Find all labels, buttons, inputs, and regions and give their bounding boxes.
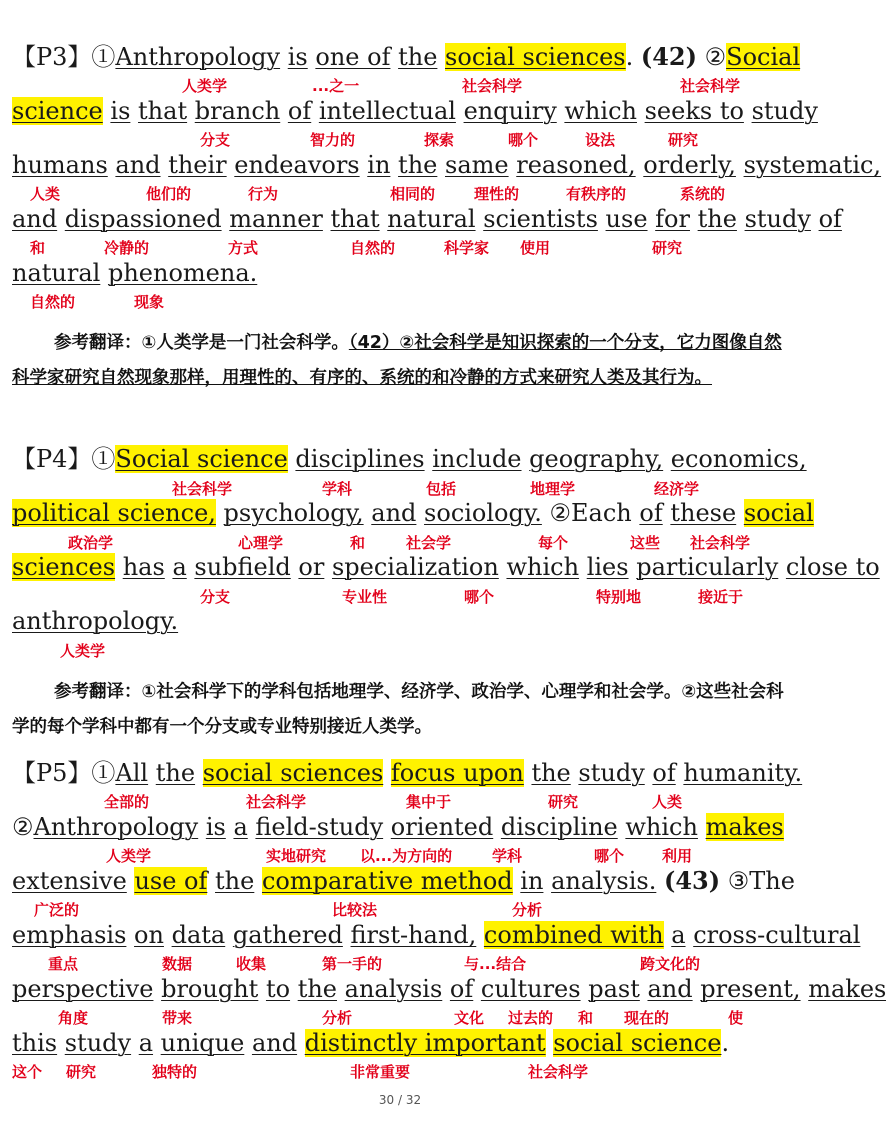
gloss: ...之一 [312,77,360,95]
text-run [390,151,398,179]
text-line [12,552,880,582]
text-run [442,975,450,1003]
gloss: 非常重要 [350,1063,411,1081]
word: and [12,205,58,233]
word: branch [194,97,281,125]
word: a [172,553,187,581]
word: perspective [12,975,154,1003]
text-run: ② [12,813,34,841]
word: sciences [12,553,116,581]
word: the [215,867,255,895]
text-run [337,975,345,1003]
gloss: 接近于 [698,588,744,606]
text-run: 【P5】① [12,759,116,787]
gloss: 广泛的 [34,901,80,919]
text-run [690,205,698,233]
word: Anthropology [33,813,199,841]
word: that [138,97,188,125]
word: distinctly important [304,1029,546,1057]
text-run [225,921,233,949]
reference-translation [12,675,788,745]
gloss: 他们的 [146,185,192,203]
gloss: 哪个 [464,588,495,606]
word: particularly [636,553,779,581]
gloss: 实地研究 [266,847,327,865]
gloss: 文化 [454,1009,485,1027]
gloss: 与...结合 [464,955,527,973]
word: the [697,205,737,233]
text-run: 【P4】① [12,445,116,473]
text-run [663,445,671,473]
text-run [343,921,351,949]
text-line [12,920,860,950]
gloss: 社会科学 [172,480,233,498]
word: that [330,205,380,233]
text-run [476,921,484,949]
word: psychology, [223,499,364,527]
word: use of [134,867,208,895]
word: their [168,151,227,179]
word: and [115,151,161,179]
word: and [371,499,417,527]
text-line [12,498,814,528]
word: social sciences [445,43,626,71]
word: which [564,97,637,125]
text-run [148,759,156,787]
gloss: 跨文化的 [640,955,701,973]
word: this [12,1029,58,1057]
text-run [198,813,206,841]
gloss: 社会科学 [528,1063,589,1081]
word: field-study [255,813,384,841]
gloss: 角度 [58,1009,89,1027]
word: makes [808,975,886,1003]
gloss: 智力的 [310,131,356,149]
text-line [12,204,842,234]
word: on [134,921,164,949]
gloss: 社会科学 [690,534,751,552]
word: focus upon [390,759,524,787]
gloss: 哪个 [594,847,625,865]
text-run [744,97,752,125]
text-line [12,42,800,72]
text-run [543,867,551,895]
text-run [297,1029,305,1057]
gloss: 有秩序的 [566,185,627,203]
word: the [155,759,196,787]
text-run [153,975,161,1003]
word: (42) [640,42,697,71]
word: in [520,867,544,895]
word: or [298,553,325,581]
gloss: 分析 [322,1009,353,1027]
gloss: 和 [350,534,366,552]
word: economics, [670,445,807,473]
gloss: 社会科学 [462,77,523,95]
word: orderly, [643,151,736,179]
word: is [205,813,226,841]
word: social science [553,1029,722,1057]
gloss: 系统的 [680,185,726,203]
text-line [12,96,818,126]
word: sociology. [424,499,542,527]
word: a [138,1029,154,1057]
text-line [12,1028,729,1058]
gloss: 和 [578,1009,594,1027]
word: Social science [115,445,288,473]
gloss: 全部的 [104,793,150,811]
word: science [12,97,103,125]
text-run [100,259,108,287]
word: social [743,499,814,527]
word: include [432,445,522,473]
word: for [655,205,690,233]
gloss: 社会学 [406,534,452,552]
gloss: 这个 [12,1063,43,1081]
text-run [57,205,65,233]
text-run [57,1029,65,1057]
text-run [187,97,195,125]
translation-text: 参考翻译：①人类学是一门社会科学。 [54,333,349,353]
text-run [811,205,819,233]
text-run [598,205,606,233]
text-run [473,975,481,1003]
word: manner [229,205,323,233]
text-run [390,43,398,71]
text-run [258,975,266,1003]
gloss: 地理学 [530,480,576,498]
text-run: ③The [720,867,795,895]
word: which [625,813,698,841]
text-run [153,1029,161,1057]
text-run: ②Each [541,499,640,527]
gloss: 比较法 [332,901,378,919]
word: which [506,553,580,581]
translation-text-underlined: （42）②社会科学是知识探索的一个分支，它力图像自然科学家研究自然现象那样，用理性的、有序的、系统的和冷静的方式来研究人类及其行为。 [12,333,782,388]
text-run [656,867,664,895]
gloss: 社会科学 [680,77,741,95]
word: to [265,975,291,1003]
word: dispassioned [64,205,222,233]
gloss: 学科 [492,847,523,865]
word: of [818,205,842,233]
word: first-hand, [350,921,477,949]
gloss: 现在的 [624,1009,670,1027]
gloss: 分支 [200,588,231,606]
text-run: ② [696,43,727,71]
text-line [12,258,257,288]
word: data [171,921,226,949]
word: of [287,97,312,125]
gloss: 收集 [236,955,267,973]
gloss: 现象 [134,293,165,311]
text-run [130,97,138,125]
word: combined with [483,921,664,949]
text-run [456,97,464,125]
gloss: 集中于 [406,793,452,811]
word: unique [160,1029,245,1057]
word: All [115,759,149,787]
gloss: 研究 [668,131,699,149]
word: geography, [529,445,664,473]
text-run [126,921,134,949]
gloss: 方式 [228,239,259,257]
text-run [383,813,391,841]
word: study [751,97,818,125]
text-run [698,813,706,841]
page-number: 30 / 32 [378,1093,422,1107]
text-run [437,151,445,179]
word: phenomena. [107,259,258,287]
word: same [445,151,509,179]
gloss: 重点 [48,955,79,973]
gloss: 学科 [322,480,353,498]
text-run: 【P3】① [12,43,116,71]
gloss: 相同的 [390,185,436,203]
word: is [287,43,308,71]
word: natural [12,259,101,287]
word: the [398,43,438,71]
word: cross-cultural [693,921,861,949]
text-run [131,1029,139,1057]
gloss: 冷静的 [104,239,150,257]
gloss: 行为 [248,185,279,203]
word: these [670,499,737,527]
word: natural [387,205,476,233]
gloss: 以...为方向的 [360,847,453,865]
text-run [736,151,744,179]
gloss: 社会科学 [246,793,307,811]
gloss: 特别地 [596,588,642,606]
word: a [671,921,686,949]
word: enquiry [463,97,557,125]
gloss: 和 [30,239,46,257]
word: comparative method [261,867,513,895]
word: analysis [344,975,443,1003]
gloss: 人类学 [182,77,228,95]
gloss: 设法 [585,131,616,149]
text-line [12,974,886,1004]
text-run [323,205,331,233]
word: study [578,759,645,787]
word: the [398,151,438,179]
gloss: 哪个 [508,131,539,149]
word: study [64,1029,132,1057]
word: extensive [12,867,127,895]
text-run [778,553,786,581]
word: specialization [331,553,499,581]
text-run [522,445,530,473]
gloss: 专业性 [342,588,388,606]
word: past [588,975,640,1003]
word: Social [726,43,801,71]
gloss: 过去的 [508,1009,554,1027]
gloss: 利用 [662,847,693,865]
word: present, [700,975,801,1003]
word: anthropology. [12,607,179,635]
word: cultures [480,975,581,1003]
word: social sciences [202,759,384,787]
text-run [383,759,391,787]
gloss: 心理学 [238,534,284,552]
word: oriented [390,813,494,841]
word: of [652,759,676,787]
reference-translation [12,326,788,396]
text-run [311,97,319,125]
gloss: 包括 [426,480,457,498]
gloss: 带来 [162,1009,193,1027]
text-run [416,499,424,527]
gloss: 研究 [548,793,579,811]
word: a [233,813,248,841]
text-line [12,444,807,474]
text-line [12,758,802,788]
text-run [579,553,587,581]
text-run [216,499,224,527]
text-run [290,975,298,1003]
word: one of [315,43,391,71]
gloss: 人类 [652,793,683,811]
word: the [531,759,571,787]
text-run [195,759,203,787]
word: disciplines [295,445,425,473]
gloss: 人类学 [106,847,152,865]
word: gathered [232,921,343,949]
gloss: 使 [728,1009,744,1027]
gloss: 自然的 [30,293,76,311]
gloss: 人类学 [60,642,106,660]
gloss: 独特的 [152,1063,198,1081]
gloss: 自然的 [350,239,396,257]
word: (43) [663,866,721,895]
text-run [637,97,645,125]
text-run [736,499,744,527]
word: brought [161,975,259,1003]
text-run [737,205,745,233]
text-run [493,813,501,841]
gloss: 理性的 [474,185,520,203]
word: use [605,205,648,233]
word: seeks to [644,97,744,125]
gloss: 使用 [520,239,551,257]
text-run [280,43,288,71]
gloss: 研究 [66,1063,97,1081]
word: is [110,97,131,125]
text-line [12,866,795,896]
gloss: 经济学 [654,480,700,498]
gloss: 这些 [630,534,661,552]
word: the [297,975,337,1003]
gloss: 数据 [162,955,193,973]
word: lies [586,553,629,581]
gloss: 人类 [30,185,61,203]
word: in [367,151,391,179]
word: study [744,205,811,233]
gloss: 政治学 [68,534,114,552]
translation-text: 参考翻译：①社会科学下的学科包括地理学、经济学、政治学、心理学和社会学。②这些社会科学的每个学科中都有一个分支或专业特别接近人类学。 [12,682,784,737]
text-run [280,97,288,125]
word: subfield [194,553,291,581]
word: systematic, [743,151,882,179]
text-run [115,553,123,581]
text-run [437,43,445,71]
word: emphasis [12,921,127,949]
word: endeavors [234,151,360,179]
text-line [12,812,784,842]
gloss: 科学家 [444,239,490,257]
text-run [254,867,262,895]
text-run [324,553,332,581]
word: makes [705,813,784,841]
gloss: 分析 [512,901,543,919]
gloss: 分支 [200,131,231,149]
text-run: . [721,1029,730,1057]
word: and [251,1029,298,1057]
text-run [244,1029,252,1057]
text-run [207,867,215,895]
word: intellectual [318,97,456,125]
word: discipline [500,813,618,841]
word: of [639,499,663,527]
word: Anthropology [115,43,281,71]
text-line [12,150,881,180]
word: analysis. [551,867,657,895]
gloss: 第一手的 [322,955,383,973]
word: humans [12,151,108,179]
text-line [12,606,178,636]
word: close to [785,553,880,581]
word: has [122,553,165,581]
gloss: 研究 [652,239,683,257]
word: humanity. [683,759,803,787]
text-run [164,921,172,949]
word: and [647,975,693,1003]
text-run: . [625,43,641,71]
gloss: 探索 [424,131,455,149]
gloss: 每个 [538,534,569,552]
word: political science, [12,499,216,527]
word: reasoned, [516,151,636,179]
word: of [449,975,474,1003]
word: scientists [483,205,598,233]
